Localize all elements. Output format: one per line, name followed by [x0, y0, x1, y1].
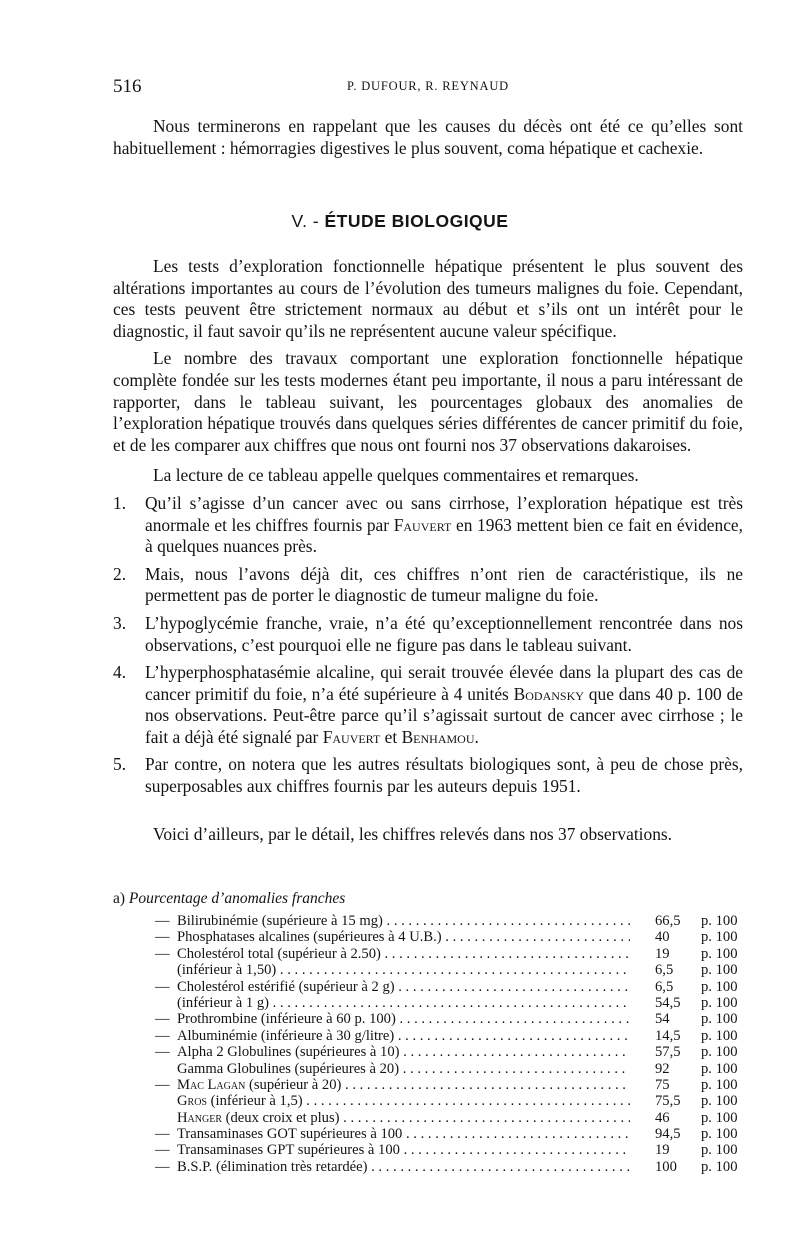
row-label: Prothrombine (inférieure à 60 p. 100) . . .	[177, 1011, 630, 1027]
table-row	[155, 979, 745, 995]
remark-number: 4.	[113, 662, 127, 683]
author-name: Bodansky	[513, 683, 584, 704]
row-label: (inférieur à 1,50) . . .	[177, 962, 630, 978]
body-text	[113, 256, 743, 845]
anomalies-table	[155, 913, 745, 1175]
row-label: Cholestérol estérifié (supérieur à 2 g) . . .	[177, 979, 630, 995]
row-label: Mac Lagan (supérieur à 20) . . .	[177, 1077, 630, 1093]
remark-item: 1. Qu’il s’agisse d’un cancer avec ou sans cirrhose, l’exploration hépatique est très anormale et les chiffres fournis par Fauvert en 1963 mettent bien ce fait en évidence, à quelques nuances près.	[113, 492, 743, 557]
row-label: Albuminémie (inférieure à 30 g/litre) . . .	[177, 1028, 630, 1044]
row-dash: —	[155, 1142, 170, 1159]
row-label: Bilirubinémie (supérieure à 15 mg) . . .	[177, 913, 630, 929]
row-label: B.S.P. (élimination très retardée) . . .	[177, 1159, 630, 1175]
row-label: (inférieur à 1 g) . . .	[177, 995, 630, 1011]
author-name: Benhamou	[401, 726, 475, 747]
row-value: 40	[655, 929, 670, 946]
table-row	[155, 1028, 745, 1044]
row-unit: p. 100	[701, 945, 738, 962]
row-dash: —	[155, 978, 170, 995]
table-row	[155, 1126, 745, 1142]
row-value: 75	[655, 1076, 670, 1093]
remark-item: 4. L’hyperphosphatasémie alcaline, qui serait trouvée élevée dans la plupart des cas de cancer primitif du foie, n’a été supérieure à 4 unités Bodansky que dans 40 p. 100 de nos observations. Peut-être parce qu’il s’agissait surtout de cancer avec cirrhose ; le fait a déjà été signalé par Fauvert et Benhamou.	[113, 662, 743, 747]
row-unit: p. 100	[701, 1044, 738, 1061]
row-dash: —	[155, 1126, 170, 1143]
row-dash: —	[155, 1076, 170, 1093]
row-value: 92	[655, 1060, 670, 1077]
intro-paragraph-block	[113, 116, 743, 159]
row-dash: —	[155, 1011, 170, 1028]
row-value: 57,5	[655, 1044, 681, 1061]
row-unit: p. 100	[701, 1060, 738, 1077]
row-label: Gros (inférieur à 1,5) . . .	[177, 1093, 630, 1109]
row-label: Hanger (deux croix et plus) . . .	[177, 1110, 630, 1126]
row-value: 6,5	[655, 962, 674, 979]
row-value: 100	[655, 1158, 677, 1175]
row-label: Gamma Globulines (supérieures à 20) . . .	[177, 1061, 630, 1077]
row-value: 54,5	[655, 994, 681, 1011]
row-unit: p. 100	[701, 913, 738, 929]
subheading-text: Pourcentage d’anomalies franches	[128, 890, 346, 907]
row-unit: p. 100	[701, 1011, 738, 1028]
table-row	[155, 995, 745, 1011]
subheading-letter: a)	[113, 890, 126, 907]
intro-paragraph: Nous terminerons en rappelant que les causes du décès ont été ce qu’elles sont habituellement : hémorragies digestives le plus souvent, coma hépatique et cachexie.	[113, 116, 743, 158]
row-unit: p. 100	[701, 962, 738, 979]
remark-number: 3.	[113, 612, 127, 633]
row-unit: p. 100	[701, 1158, 738, 1175]
table-row	[155, 962, 745, 978]
row-unit: p. 100	[701, 1109, 738, 1126]
row-value: 14,5	[655, 1027, 681, 1044]
paragraph-tests: Les tests d’exploration fonctionnelle hépatique présentent le plus souvent des altérations importantes au cours de l’évolution des tumeurs malignes du foie. Cependant, ces tests peuvent être strictement normaux au début et s’ils ont un intérêt pour le diagnostic, il faut savoir qu’ils ne représentent aucune valeur spécifique.	[113, 256, 743, 341]
row-label: Phosphatases alcalines (supérieures à 4 U.B.) . . .	[177, 929, 630, 945]
paragraph-lecture: La lecture de ce tableau appelle quelques commentaires et remarques.	[153, 465, 639, 486]
remark-number: 1.	[113, 492, 127, 513]
section-title	[0, 211, 800, 232]
row-unit: p. 100	[701, 1142, 738, 1159]
row-value: 46	[655, 1109, 670, 1126]
table-row	[155, 1110, 745, 1126]
table-row	[155, 929, 745, 945]
row-value: 94,5	[655, 1126, 681, 1143]
row-value: 19	[655, 945, 670, 962]
table-subheading	[113, 890, 345, 908]
row-dash: —	[155, 945, 170, 962]
row-value: 19	[655, 1142, 670, 1159]
remark-item: 3. L’hypoglycémie franche, vraie, n’a été qu’exceptionnellement rencontrée dans nos observations, c’est pourquoi elle ne figure pas dans le tableau suivant.	[113, 612, 743, 655]
paragraph-travaux: Le nombre des travaux comportant une exploration fonctionnelle hépatique complète fondée sur les tests modernes étant peu importante, il nous a paru intéressant de rapporter, dans le tableau suivant, les pourcentages globaux des anomalies de l’exploration hépatique trouvés dans quelques séries différentes de cancer primitif du foie, et de les comparer aux chiffres que nous ont fourni nos 37 observations dakaroises.	[113, 348, 743, 455]
table-row	[155, 1011, 745, 1027]
row-label: Cholestérol total (supérieur à 2.50) . . .	[177, 946, 630, 962]
table-row	[155, 1142, 745, 1158]
table-row	[155, 1044, 745, 1060]
table-row	[155, 913, 745, 929]
row-dash: —	[155, 913, 170, 929]
authors-header: P. DUFOUR, R. REYNAUD	[347, 79, 509, 93]
page-number: 516	[113, 76, 142, 97]
running-head	[113, 76, 743, 100]
row-dash: —	[155, 1027, 170, 1044]
row-unit: p. 100	[701, 994, 738, 1011]
table-row	[155, 946, 745, 962]
author-name: Fauvert	[393, 514, 452, 535]
row-value: 54	[655, 1011, 670, 1028]
row-unit: p. 100	[701, 1093, 738, 1110]
row-dash: —	[155, 1158, 170, 1175]
row-label: Transaminases GPT supérieures à 100 . . .	[177, 1142, 630, 1158]
row-value: 66,5	[655, 913, 681, 929]
remark-number: 5.	[113, 754, 127, 775]
row-label: Transaminases GOT supérieures à 100 . . .	[177, 1126, 630, 1142]
row-value: 75,5	[655, 1093, 681, 1110]
remarks-list	[113, 493, 743, 798]
remark-item: 2. Mais, nous l’avons déjà dit, ces chiffres n’ont rien de caractéristique, ils ne permettent pas de porter le diagnostic de tumeur maligne du foie.	[113, 563, 743, 606]
table-row	[155, 1061, 745, 1077]
table-row	[155, 1077, 745, 1093]
details-intro: Voici d’ailleurs, par le détail, les chiffres relevés dans nos 37 observations.	[153, 823, 673, 844]
row-unit: p. 100	[701, 1076, 738, 1093]
row-unit: p. 100	[701, 1126, 738, 1143]
table-row	[155, 1093, 745, 1109]
row-value: 6,5	[655, 978, 674, 995]
row-unit: p. 100	[701, 978, 738, 995]
row-dash: —	[155, 929, 170, 946]
row-unit: p. 100	[701, 1027, 738, 1044]
remark-number: 2.	[113, 563, 127, 584]
remark-item: 5. Par contre, on notera que les autres résultats biologiques sont, à peu de chose près, superposables aux chiffres fournis par les auteurs depuis 1951.	[113, 754, 743, 797]
section-number: V. -	[291, 211, 320, 231]
row-unit: p. 100	[701, 929, 738, 946]
table-row	[155, 1159, 745, 1175]
section-heading: ÉTUDE BIOLOGIQUE	[324, 211, 509, 231]
author-name: Fauvert	[322, 726, 381, 747]
row-label: Alpha 2 Globulines (supérieures à 10) . . .	[177, 1044, 630, 1060]
row-dash: —	[155, 1044, 170, 1061]
